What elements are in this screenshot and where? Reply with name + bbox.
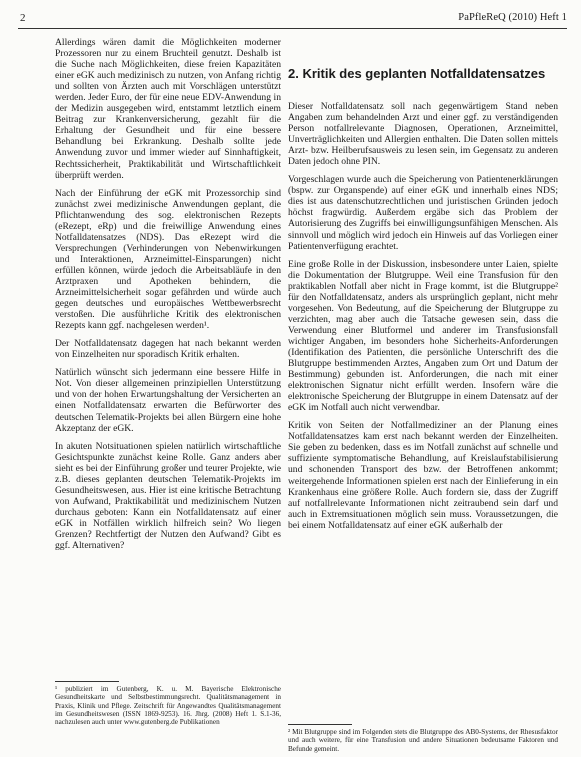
right-footnote-block — [288, 724, 558, 753]
right-paragraph-2: Vorgeschlagen wurde auch die Speicherung von Patientenerklärungen (bspw. zur Organspende) auf einer eGK und innerhalb eines NDS; dies ist aus datenschutzrechtlichen und juristischen Gründen jedoch höchst fragwürdig. Außerdem ergäbe sich das Problem der Autorisierung des Zugriffs bei einwilligungsunfähigen Menschen. Als sinnvoll und möglich wird jedoch ein Hinweis auf das Vorliegen einer Patientenverfügung erachtet. — [288, 174, 558, 252]
section-title: 2. Kritik des geplanten Notfalldatensatzes — [288, 66, 546, 81]
footnote-rule — [55, 681, 119, 682]
right-paragraph-4: Kritik von Seiten der Notfallmediziner an der Planung eines Notfalldatensatzes kam erst nach bekannt werden der Einzelheiten. Sie geben zu bedenken, dass es im Notfall zunächst auf schnelle und suffiziente symptomatische Behandlung, auf Kreislaufstabilisierung und schonenden Transport des bzw. der Betroffenen ankommt; weitergehende Informationen spielen erst nach der Einlieferung in ein Krankenhaus eine größere Rolle. Auch fordern sie, dass der Zugriff auf notfallrelevante Informationen nicht zeitraubend sein darf und auch in Extremsituationen möglich sein muss. Voraussetzungen, die bei einem Notfalldatensatz auf einer eGK außerhalb der — [288, 420, 558, 531]
header-rule — [18, 28, 567, 29]
left-column — [55, 37, 281, 558]
right-paragraph-3: Eine große Rolle in der Diskussion, insbesondere unter Laien, spielte die Dokumentation der Blutgruppe. Weil eine Transfusion für den praktikablen Notfall aber nicht in Frage kommt, ist die Blutgruppe² für den Notfalldatensatz, anders als ursprünglich geplant, nicht mehr vorgesehen. Von Bedeutung, auf die Speicherung der Blutgruppe zu verzichten, mag aber auch die Tatsache gewesen sein, dass die Verwendung einer Blutformel und anderer im Transfusionsfall wichtiger Angaben, im besonders hohe Sicherheits-Anforderungen (Identifikation des Patienten, die persönliche Unterschrift des die Blutgruppe bestimmenden Arztes, Angaben zum Ort und Datum der Bestimmung) gebunden ist. Anforderungen, die nach mit einer elektronischen Signatur nicht erfüllt werden. Insofern wäre die elektronische Speicherung der Blutgruppe in einem Datensatz auf der eGK im Notfall auch nicht verwendbar. — [288, 258, 558, 414]
left-paragraph-3: Der Notfalldatensatz dagegen hat nach bekannt werden von Einzelheiten nur sporadisch Kritik erhalten. — [55, 338, 281, 361]
right-column — [288, 37, 558, 538]
left-paragraph-5: In akuten Notsituationen spielen natürlich wirtschaftliche Gesichtspunkte zunächst keine Rolle. Ganz anders aber sieht es bei der Einführung großer und teurer Projekte, wie z.B. dieses geplanten deutschen Telematik-Projekts im Gesundheitswesen, aus. Hier ist eine kritische Betrachtung von Aufwand, Praktikabilität und medizinischem Nutzen durchaus geboten: Kann ein Notfalldatensatz auf einer eGK in Notfällen wirklich hilfreich sein? Wo liegen Grenzen? Rechtfertigt der Nutzen den Aufwand? Gibt es ggf. Alternativen? — [55, 440, 281, 552]
left-footnote-block — [55, 681, 281, 726]
page-number: 2 — [20, 12, 26, 24]
footnote-1: ¹ publiziert im Gutenberg, K. u. M. Bayerische Elektronische Gesundheitskarte und Selbstbestimmungsrecht. Qualitätsmanagement in Praxis, Klinik und Pflege. Zeitschrift für Angewandtes Qualitätsmanagement im Gesundheitswesen (ISSN 1869-9253). 16. Jhrg. (2008) Heft 1. S.1-36, nachzulesen auch unter www.gutenberg.de Publikationen — [55, 685, 281, 727]
left-paragraph-4: Natürlich wünscht sich jedermann eine bessere Hilfe in Not. Von dieser allgemeinen prinzipiellen Unterstützung und von der hohen Erwartungshaltung der Versicherten an einen Notfalldatensatz erwarten die Befürworter des deutschen Telematik-Projekts bei allen Bürgern eine hohe Akzeptanz der eGK. — [55, 367, 281, 434]
footnote-rule — [288, 724, 352, 725]
left-paragraph-2: Nach der Einführung der eGK mit Prozessorchip sind zunächst zwei medizinische Anwendungen geplant, die Pflichtanwendung des sog. elektronischen Rezepts (eRezept, eRp) und die freiwillige Anwendung eines Notfalldatensatzes (NDS). Das eRezept wird die Versprechungen (Verhinderungen von Nebenwirkungen und Interaktionen, Arzneimittel-Einsparungen) nicht erfüllen können, würde jedoch die Arbeitsabläufe in den Arztpraxen und Apotheken behindern, die Arzneimittelsicherheit sogar gefährden und würde auch gegen deutsches und europäisches Wettbewerbsrecht verstoßen. Die ausführliche Kritik des elektronischen Rezepts kann ggf. nachgelesen werden¹. — [55, 187, 281, 332]
running-title: PaPfleReQ (2010) Heft 1 — [458, 12, 567, 23]
right-paragraph-1: Dieser Notfalldatensatz soll nach gegenwärtigem Stand neben Angaben zum behandelnden Arzt und einer ggf. zu verständigenden Person notfallrelevante Diagnosen, Operationen, Arzneimittel, Unverträglichkeiten und Allergien enthalten. Die Daten sollen mittels Arzt- bzw. Heilberufsausweis zu lesen sein, im Gegensatz zu anderen Daten jedoch ohne PIN. — [288, 101, 558, 168]
left-paragraph-1: Allerdings wären damit die Möglichkeiten moderner Prozessoren nur zu einem Bruchteil genutzt. Deshalb ist die Suche nach Möglichkeiten, diese freien Kapazitäten einer eGK auch medizinisch zu nutzen, von Anfang richtig und sollten von Ärzten auch mit Vorschlägen unterstützt werden. Jeder Euro, der für eine neue EDV-Anwendung in der Medizin ausgegeben wird, entstammt letztlich einem Beitrag zur Krankenversicherung, gezahlt für die Erhaltung der Gesundheit und für eine bessere Behandlung bei Erkrankung. Deshalb sollte jede Anwendung zuvor und immer wieder auf Sinnhaftigkeit, Rechtssicherheit, Praktikabilität und Wirtschaftlichkeit überprüft werden. — [55, 37, 281, 181]
footnote-2: ² Mit Blutgruppe sind im Folgenden stets die Blutgruppe des AB0-Systems, der Rhesusfaktor und auch weitere, für eine Transfusion und andere Situationen bedeutsame Faktoren und Befunde gemeint. — [288, 728, 558, 753]
